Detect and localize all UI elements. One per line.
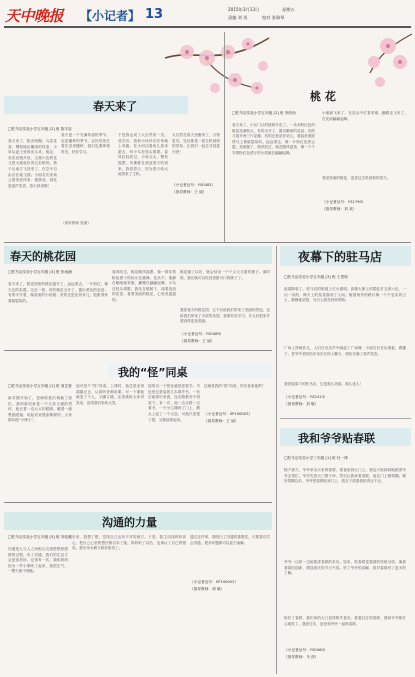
teacher-guaitongzhuo: （指导教师：王 丽） (204, 419, 239, 423)
body-chuntian-tail: （指导教师 张丽） (61, 221, 91, 225)
credit-goutong: （小记者证号：SP190002） (190, 580, 239, 584)
rule-lower (4, 502, 272, 503)
body-chuntian-3: 于是我也成了大自然的一员。放学后，我和小伙伴们在草地上奔跑，在小河边看鱼儿游来游去，听小鸟在枝头唱歌。春风轻轻吹过，小草点头，柳枝摇摆，仿佛都在欢迎春天的到来。我爱春天，因为春天给大地带来了生机。 (118, 133, 168, 177)
section-name: 【小记者】 (80, 9, 141, 23)
body-zhumadian-1: 夜幕降临了，驻马店的街道上灯火通明。高楼大厦上的霓虹灯五颜六色，一闪一闪的，像天上的星星落到了人间。街道两旁的路灯像一个个忠实的卫士，静静地站着，为行人照亮回家的路。 (284, 287, 406, 303)
byline-taohua: □驻马店实验小学五年级 [2] 班 李欣怡 (232, 111, 296, 115)
teacher-chuntian: （指导教师：王 丽） (172, 190, 207, 194)
credit-taohua: （小记者证号：YS1790） (322, 200, 366, 204)
body-taohua-3: 我爱美丽的桃花，更爱这生机勃勃的春天。 (322, 176, 391, 180)
teacher-taohuayuan: （指导教师：王 丽） (180, 339, 215, 343)
body-taohuayuan-3: 桃花谢了以后，就会结出一个个又大又甜的桃子。那时候，我们就可以吃到香甜可口的桃子了。 (180, 270, 270, 280)
rule-mid (4, 350, 272, 351)
column-divider-right (276, 246, 277, 674)
editor: 责编 刘 英 (228, 15, 248, 20)
byline-guaitongzhuo: □驻马店实验小学五年级 [1] 班 周芷萱 (8, 384, 72, 388)
body-taohuayuan-2: 春风吹过，桃花随风摇摆，像一群穿着粉色裙子的仙女在跳舞。花丛中，蜜蜂在嗡嗡地采蜜，蝴蝶在翩翩起舞，小鸟在枝头唱歌。我站在桃树下，闻着淡淡的花香，看着美丽的桃花，心里美滋滋的。 (112, 270, 176, 302)
byline-zhumadian: □驻马店实验小学五年级 [3] 班 王思琪 (284, 275, 348, 279)
rule-right-mid (280, 418, 411, 419)
credit-guaitongzhuo: （小记者证号：SP190003） (204, 412, 253, 416)
article-title-taohua: 桃 花 (310, 90, 336, 103)
article-title-guaitongzhuo: 我的“怪”同桌 (118, 366, 188, 379)
body-chuntian-1: 春天来了，阳光明媚，鸟语花香。柳树抽出嫩绿的枝条，小草从泥土里探出头来，桃花、杏花竞相开放，五颜六色的花儿把大地装扮得五彩缤纷。燕子从南方飞回来了，在空中自由自在地飞翔。小朋友们来到公园里放风筝、做游戏，到处是欢声笑语，春天真美啊！ (8, 139, 57, 188)
article-title-goutong: 沟通的力量 (102, 516, 157, 529)
body-zhumadian-3: 我爱夜幕下的驻马店，它是那么美丽、那么迷人！ (284, 382, 364, 386)
body-goutong-2: 后来，我想了想，觉得自己也有不对的地方。于是，我主动找妈妈谈心，把自己心里的想法都告诉了她。妈妈听了以后，也承认了自己的错误。我们母女俩又和好如初了。 (72, 535, 186, 551)
body-yeye-3: 贴好了春联，我们家的大门显得格外喜庆。看着红红的春联，我和爷爷都开心地笑了。我爱过年，更爱和爷爷一起贴春联。 (284, 616, 406, 626)
logo-text: 天中晚报 (5, 7, 64, 25)
issue-weekday: 星期五 (282, 7, 295, 12)
peach-blossom-corner (350, 28, 412, 96)
credit-chuntian: （小记者证号：YS0481） (172, 183, 216, 187)
credit-zhumadian: （小记者证号：YS2413） (284, 395, 328, 399)
body-yeye-1: 除夕那天，爷爷拿出买来的春联，准备贴到大门上。我也兴致勃勃地跟着爷爷去帮忙。爷爷先把大门擦干净，然后让我拿着春联，他往门上刷浆糊。刷好浆糊以后，爷爷把春联贴到门上，我在下面看看贴得正不正。 (284, 468, 406, 484)
body-zhumadian-2: 广场上热闹非凡，人们在音乐声中跳起了广场舞，小朋友们在玩滑板、踢毽子，老爷爷老奶奶们坐在长椅上聊天，到处充满了欢声笑语。 (284, 346, 406, 356)
article-title-chuntian: 春天来了 (93, 100, 137, 113)
article-title-taohuayuan: 春天的桃花园 (10, 250, 76, 263)
masthead-logo (4, 4, 74, 24)
byline-taohuayuan: □驻马店实验小学五年级 [3] 班 张雨涵 (8, 270, 72, 274)
body-taohua-1: 春天来了，小区门口的桃树开花了。一朵朵粉红色的桃花挂满枝头，有的全开了，露出嫩黄的花蕊；有的才展开两三片花瓣；有的还是花骨朵儿，看起来饱胀得马上要破裂似的。远远望去，像一片粉红色的云霞，美丽极了。微风吹过，桃花随风摇曳，像一个个穿着粉红色裙子的小姑娘在翩翩起舞。 (232, 123, 315, 155)
body-taohuayuan-4: 我爱春天的桃花园，它不仅给我们带来了美丽的景色，还给我们带来了丰收的希望。我要好好学习，长大后把家乡建设得更加美丽。 (180, 308, 270, 324)
body-chuntian-4: 大自然在春天里醒来了，万物复苏，处处都是一派生机勃勃的景象。让我们一起去寻找春天吧！ (172, 133, 220, 154)
rule-top-section (4, 242, 411, 243)
page-number: 13 (145, 7, 164, 22)
column-divider-top (224, 32, 225, 242)
issue-date: 2015年3月13日 (228, 7, 260, 12)
credit-taohuayuan: （小记者证号：YS0489） (180, 332, 224, 336)
body-taohuayuan-1: 春天来了，桃花园里的桃花盛开了。远远望去，一片粉红，像天边的彩霞。走近一看，有的桃花全开了，露出黄色的花蕊；有的半开着，像害羞的小姑娘；有的还是花骨朵儿，饱胀得快要破裂似的。 (8, 282, 108, 303)
body-guaitongzhuo-3: 他的另一个怪处就是爱看书，书包里总是装着几本课外书，一有空就拿出来看，连走路都舍不得放下。有一次，他一边走路一边看书，一不小心撞到了门上，额头上起了一个大包，可他只是揉了揉，又继续看起来。 (148, 384, 200, 422)
body-guaitongzhuo-4: 这就是我的“怪”同桌，你们喜欢他吗？ (204, 384, 266, 388)
body-chuntian-2: 春天是一个充满希望的季节，也是播种的季节。农民伯伯忙着在田里播种，我们也要珍惜时光，好好学习。 (61, 133, 110, 154)
body-taohua-2: 小蜜蜂飞来了，在花丛中忙着采蜜；蝴蝶也飞来了，在花间翩翩起舞。 (322, 111, 408, 121)
byline-goutong: □驻马店实验小学五年级 [5] 班 刘佳璐 (8, 535, 72, 539)
teacher-taohua: （指导教师：刘 欢） (322, 207, 357, 211)
teacher-yeye: （指导教师：马 萍） (284, 655, 319, 659)
body-guaitongzhuo-2: 他可是个“怪”同桌。上课时，他总是坐得端端正正，认真听老师讲课，可一下课他就变了个人，又蹦又跳，还喜欢给大家讲笑话，逗得我们哈哈大笑。 (76, 384, 144, 405)
teacher-zhumadian: （指导教师：刘 敏） (284, 402, 319, 406)
proofreader: 校对 张瑞琴 (262, 15, 285, 20)
body-goutong-3: 通过这件事，我明白了沟通的重要性。只要我们学会沟通，很多问题都可以迎刃而解。 (190, 535, 270, 545)
body-goutong-1: 沟通是人与人之间相互交流思想和感情的过程。有了沟通，我们的生活才会更加美好。记得有一次，我和妈妈因为一件小事吵了起来，我很生气，一整天都不理她。 (8, 547, 68, 574)
article-title-yeye: 我和爷爷贴春联 (298, 432, 375, 445)
byline-chuntian: □驻马店实验小学五年级 [2] 班 陈宇宸 (8, 127, 72, 131)
teacher-goutong: （指导教师：徐 敏） (190, 587, 225, 591)
article-title-zhumadian: 夜幕下的驻马店 (298, 250, 383, 264)
credit-yeye: （小记者证号：YS0460） (284, 648, 328, 652)
body-yeye-2: 爷爷一边贴一边给我讲春联的来历。原来，贴春联是我国的传统习俗，寓意着辞旧迎新、增加喜庆的节日气氛。听了爷爷的讲解，我对春联有了更多的了解。 (284, 560, 406, 576)
body-guaitongzhuo-1: 新学期开始了，老师给我们调换了座位。我的新同桌是一个又高又瘦的男孩，他长着一双大大的眼睛，戴着一副黑框眼镜，说起话来慢条斯理的，大家都叫他“小博士”。 (8, 396, 72, 423)
byline-yeye: □驻马店实验小学三年级 [1] 班 杜一博 (284, 456, 348, 460)
